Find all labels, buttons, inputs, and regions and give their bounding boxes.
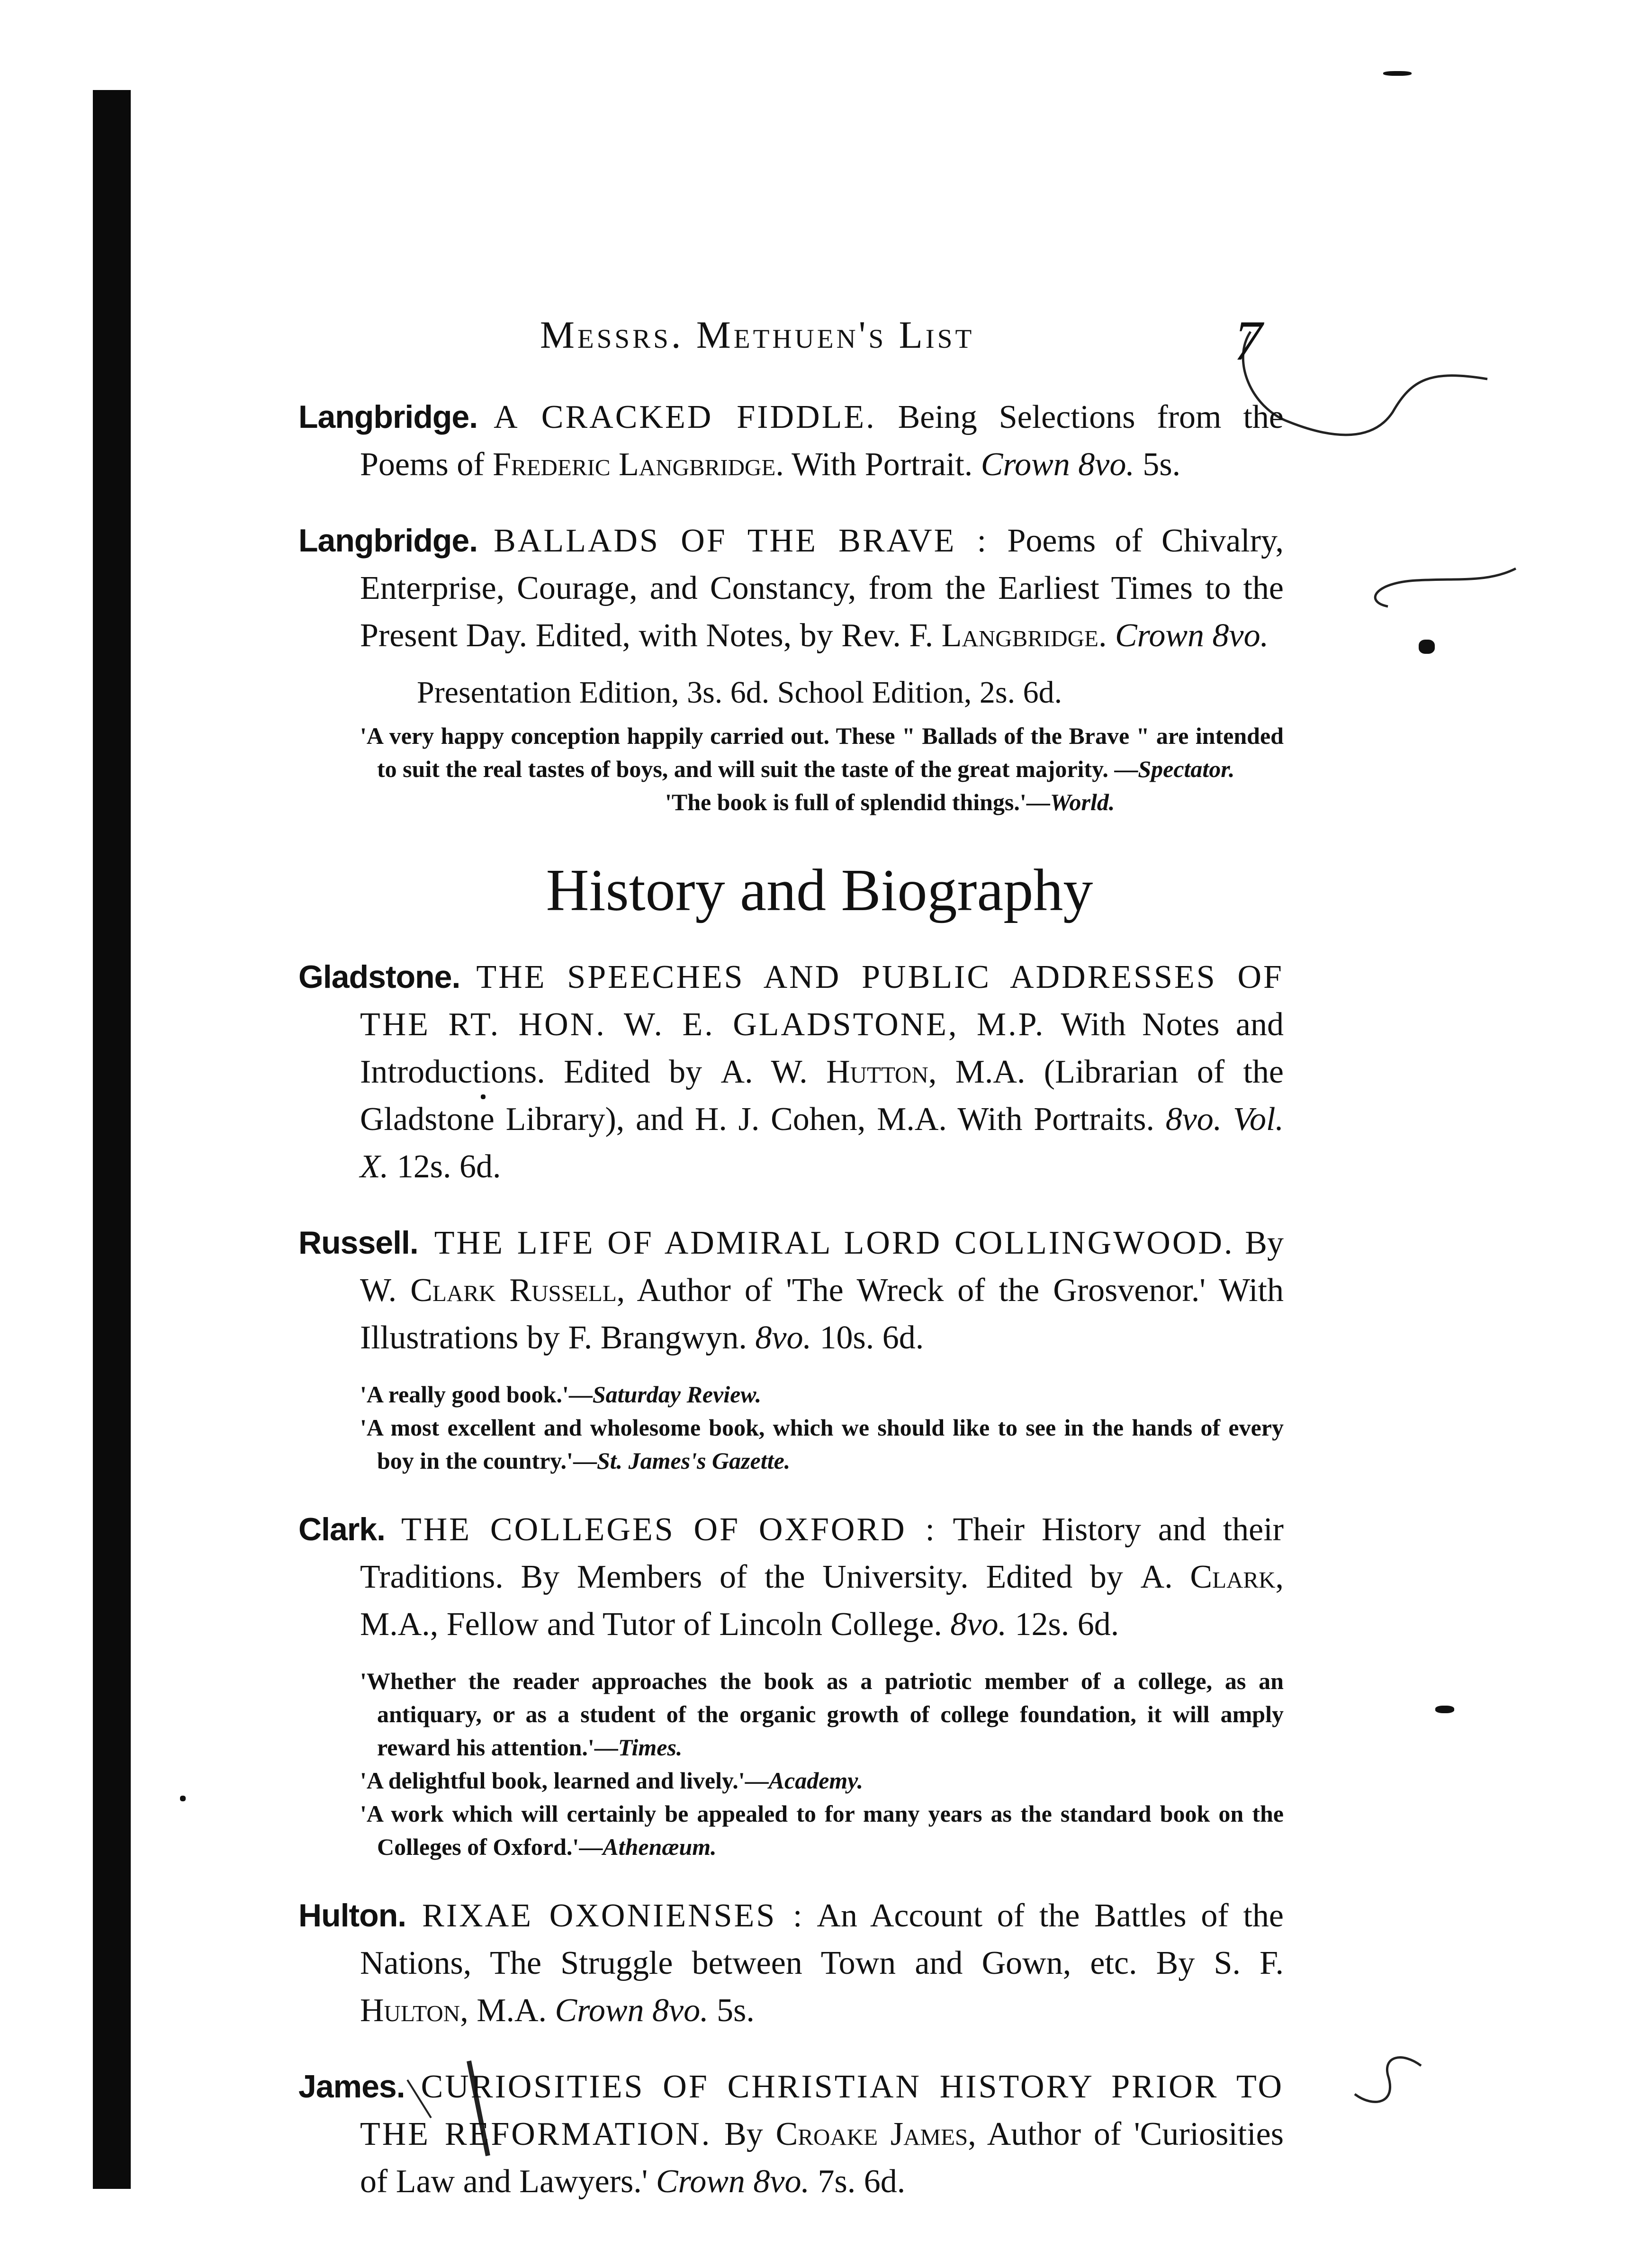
entry-format: 8vo. Vol. X. — [360, 1101, 1284, 1185]
quote-text: 'The book is full of splendid things.'— — [665, 789, 1050, 815]
book-entry — [298, 1892, 1284, 2034]
entry-text — [298, 1506, 1284, 1648]
entry-price: 12s. 6d. — [1006, 1606, 1119, 1643]
entry-title: THE LIFE OF ADMIRAL LORD COLLINGWOOD. — [434, 1225, 1234, 1261]
quote-text: 'A very happy conception happily carried out. These " Ballads of the Brave " are intended to suit the real tastes of boys, and will suit the taste of the great majority. — — [360, 723, 1284, 782]
entry-price: 5s. — [708, 1992, 755, 2029]
review-quote — [360, 786, 1284, 819]
entry-title: RIXAE OXONIENSES : — [422, 1898, 804, 1934]
review-quote — [360, 719, 1284, 786]
entry-format: Crown 8vo. — [656, 2163, 810, 2200]
entry-description: By W. — [360, 1225, 1284, 1309]
entry-text — [298, 2063, 1284, 2205]
book-entry — [298, 2063, 1284, 2205]
entry-author: Langbridge. — [298, 523, 478, 559]
entry-person-name: F. Langbridge. — [909, 617, 1107, 654]
scan-speck — [1383, 71, 1412, 76]
running-head: Messrs. Methuen's List — [540, 313, 975, 356]
quote-text: 'A most excellent and wholesome book, which we should like to see in the hands of every boy in the country.'— — [360, 1414, 1284, 1474]
entry-author: Langbridge. — [298, 399, 478, 435]
scan-speck — [1435, 1706, 1454, 1713]
review-quotes — [298, 719, 1284, 819]
entry-price: 7s. 6d. — [809, 2163, 906, 2200]
book-entry — [298, 1219, 1284, 1477]
book-spine-shadow — [93, 90, 131, 2189]
review-quote — [360, 1378, 1284, 1411]
entry-text — [298, 517, 1284, 660]
entry-description: Poems of Chivalry, Enterprise, Courage, and Constancy, from the Earliest Times to the Present Day. Edited, with Notes, by Rev. — [360, 523, 1284, 654]
quote-source: Spectator. — [1138, 756, 1235, 782]
entry-title: CURIOSITIES OF CHRISTIAN HISTORY PRIOR TO THE REFORMATION. — [360, 2069, 1284, 2152]
quote-source: St. James's Gazette. — [596, 1447, 791, 1474]
quote-text: 'A delightful book, learned and lively.'— — [360, 1767, 769, 1794]
entry-format: Crown 8vo. — [555, 1992, 709, 2029]
review-quote — [360, 1664, 1284, 1764]
quote-text: 'A work which will certainly be appealed to for many years as the standard book on the Colleges of Oxford.'— — [360, 1800, 1284, 1860]
entry-person-name: Croake James — [775, 2116, 968, 2152]
entry-person-name: A. Clark — [1140, 1559, 1276, 1595]
review-quote — [360, 1764, 1284, 1797]
entry-price: 5s. — [1134, 446, 1181, 483]
entry-title: THE COLLEGES OF OXFORD : — [401, 1511, 936, 1548]
entry-person-name: Frederic Langbridge — [493, 446, 776, 483]
quote-source: World. — [1050, 789, 1115, 815]
edition-prices: Presentation Edition, 3s. 6d. School Edition, 2s. 6d. — [417, 675, 1062, 710]
review-quote — [360, 1797, 1284, 1863]
entry-author: Russell. — [298, 1225, 418, 1261]
entry-description: , M.A. (Librarian of the Gladstone Library), and H. J. Cohen, M.A. With Portraits. — [360, 1054, 1284, 1138]
book-entry — [298, 393, 1284, 488]
quote-source: Athenæum. — [603, 1834, 717, 1860]
entry-description: , Author of 'The Wreck of the Grosvenor.' With Illustrations by F. Brangwyn. — [360, 1272, 1284, 1356]
quote-source: Academy. — [768, 1767, 864, 1794]
entry-price: 10s. 6d. — [811, 1319, 924, 1356]
quote-source: Times. — [618, 1734, 683, 1761]
entry-format: 8vo. — [950, 1606, 1007, 1643]
entry-description: , M.A., Fellow and Tutor of Lincoln College. — [360, 1559, 1284, 1643]
entry-person-name: Clark Russell — [410, 1272, 617, 1309]
entry-title: BALLADS OF THE BRAVE : — [494, 523, 989, 559]
book-entry — [298, 1506, 1284, 1863]
entry-text — [298, 1892, 1284, 2034]
book-entry — [298, 517, 1284, 819]
entry-person-name: Hulton — [360, 1992, 460, 2029]
entry-text — [298, 953, 1284, 1191]
entry-price: 12s. 6d. — [388, 1148, 501, 1185]
section-heading: History and Biography — [546, 858, 1093, 923]
quote-source: Saturday Review. — [592, 1381, 762, 1408]
page-number: 7 — [1234, 309, 1262, 372]
entry-description: Being Selections from the Poems of — [360, 399, 1284, 483]
entry-description: , M.A. — [460, 1992, 555, 2029]
entry-format: Crown 8vo. — [981, 446, 1134, 483]
entry-text — [298, 1219, 1284, 1362]
entry-description: . With Portrait. — [775, 446, 981, 483]
review-quotes — [298, 1378, 1284, 1477]
scan-speck — [1419, 640, 1435, 654]
entry-text — [298, 393, 1284, 488]
review-quotes — [298, 1664, 1284, 1863]
entry-title: THE SPEECHES AND PUBLIC ADDRESSES OF THE RT. HON. W. E. GLADSTONE, M.P. — [360, 959, 1284, 1043]
entry-format: Crown 8vo. — [1115, 617, 1269, 654]
entry-description: By — [711, 2116, 776, 2152]
entry-author: Clark. — [298, 1511, 385, 1547]
entry-author: Gladstone. — [298, 959, 460, 995]
scan-speck — [180, 1796, 186, 1801]
entry-title: A CRACKED FIDDLE. — [494, 399, 876, 435]
review-quote — [360, 1411, 1284, 1477]
quote-text: 'Whether the reader approaches the book as a patriotic member of a college, as an antiquary, or as a student of the organic growth of college foundation, it will amply reward his attention.'— — [360, 1668, 1284, 1761]
entry-description: With Notes and Introductions. Edited by — [360, 1006, 1284, 1090]
entry-description: An Account of the Battles of the Nations, The Struggle between Town and Gown, etc. By S. F. — [360, 1898, 1284, 1981]
entry-description — [1107, 617, 1115, 654]
entry-format: 8vo. — [755, 1319, 811, 1356]
entry-description: Their History and their Traditions. By Members of the University. Edited by — [360, 1511, 1284, 1595]
entry-description: , Author of 'Curiosities of Law and Lawyers.' — [360, 2116, 1284, 2200]
quote-text: 'A really good book.'— — [360, 1381, 593, 1408]
book-entry — [298, 953, 1284, 1191]
book-list — [298, 393, 1284, 2205]
entry-author: James. — [298, 2069, 405, 2105]
entry-person-name: A. W. Hutton — [720, 1054, 928, 1090]
entry-author: Hulton. — [298, 1898, 406, 1934]
